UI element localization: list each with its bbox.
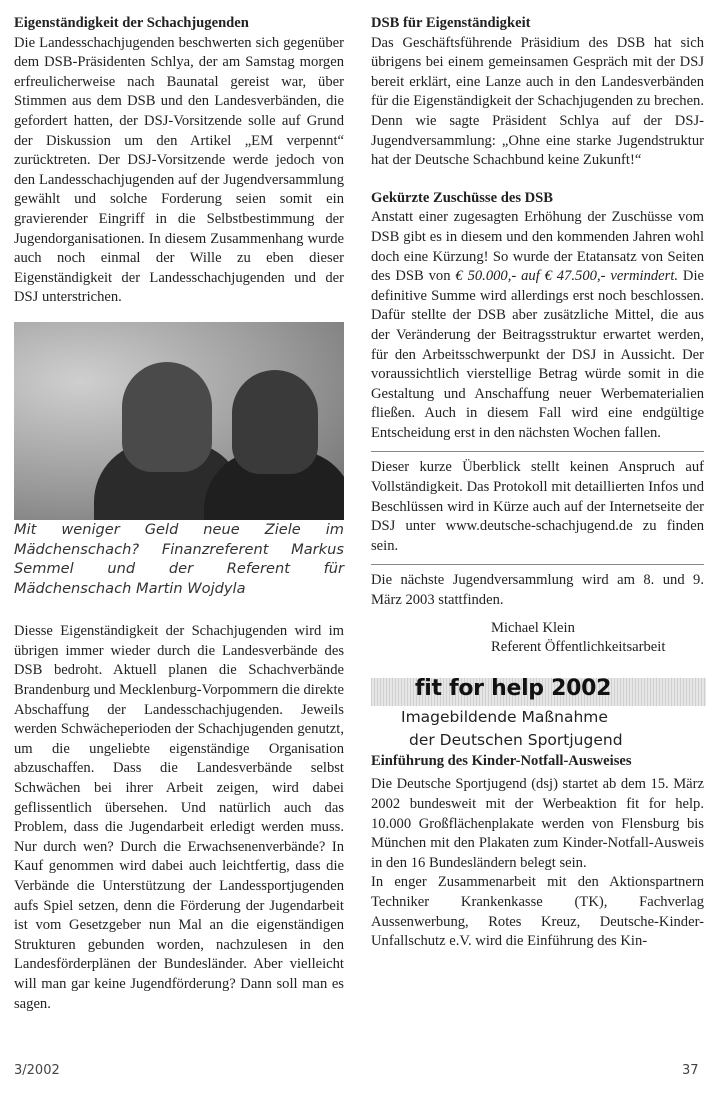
right-column bbox=[371, 14, 704, 952]
issue-number: 3/2002 bbox=[14, 1063, 60, 1078]
paragraph bbox=[371, 208, 704, 443]
photo-person-left-head bbox=[122, 362, 212, 472]
text-run: Anstatt einer zugesagten Erhöhung der Zuschüsse vom DSB gibt es in diesem und den kommenden Jahren wohl doch eine Kürzung! So wurde der Etatansatz von Seiten des DSB von bbox=[371, 209, 704, 285]
photo bbox=[14, 322, 344, 520]
photo-caption: Mit weniger Geld neue Ziele im Mädchenschach? Finanzreferent Markus Semmel und der Referent für Mädchenschach Martin Wojdyla bbox=[14, 520, 344, 597]
divider bbox=[371, 564, 704, 565]
paragraph: In enger Zusammenarbeit mit den Aktionspartnern Techniker Krankenkasse (TK), Fachverlag Aussenwerbung, Rotes Kreuz, Deutsche-Kinder-Unfallschutz e.V. wird die Einführung des Kin- bbox=[371, 874, 704, 950]
banner-title: fit for help 2002 bbox=[415, 675, 612, 701]
photo-person-right-head bbox=[232, 370, 318, 474]
subtitle-line: Imagebildende Maßnahme bbox=[401, 707, 608, 726]
fit-for-help-banner bbox=[371, 675, 706, 706]
amount-italic: € 50.000,- auf € 47.500,- vermindert. bbox=[455, 268, 679, 285]
paragraph: Das Geschäftsführende Präsidium des DSB hat sich übrigens bei einem gemeinsamen Gespräch mit der DSJ bereit erklärt, eine Lanze auch in den Landesverbänden für die Eigenständigkeit der Schachjugenden zu brechen. Denn wie sagte Präsident Schlya auf der DSJ-Jugendversammlung: „Ohne eine starke Jugendstruktur hat der Deutsche Schachbund keine Zukunft!“ bbox=[371, 34, 704, 169]
left-column bbox=[14, 14, 344, 1014]
divider bbox=[371, 451, 704, 452]
paragraph: Die nächste Jugendversammlung wird am 8. und 9. März 2003 stattfinden. bbox=[371, 572, 704, 609]
signature-role: Referent Öffentlichkeitsarbeit bbox=[491, 639, 666, 656]
paragraph: Diesse Eigenständigkeit der Schachjugenden wird im übrigen immer wieder durch die Landesverbände des DSB bedroht. Aktuell planen die Schachverbände Brandenburg und Mecklenburg-Vorpommern die direkte Abschaffung der Landesschachjugenden. Jeweils werden Schwächeperioden der Schachjugenden genutzt, um die ungeliebte eigenständige Organisation abzuschaffen. Dass die Landesverbände selbst Schwächen bei ihrer Arbeit zeigen, wird dabei geflissentlich übersehen. Und natürlich auch das Problem, dass die Jugendarbeit erledigt werden muss. Nur durch wen? Durch die Erwachsenenverbände? In Kauf genommen wird dabei auch leichtfertig, dass die Verbände die Unterstützung der Landessportjugenden aufs Spiel setzen, denn die Förderung der Jugendarbeit ist vom Gesetzgeber nun Mal an die eigenständigen Strukturen gebunden worden, nachzulesen in den Landesförderplänen der Bundesländer. Aber vielleicht will man gar keine Jugendförderung? Dann soll man es sagen. bbox=[14, 623, 344, 1012]
text-run: Die definitive Summe wird allerdings erst noch beschlossen. Dafür stellte der DSB aber zusätzliche Mittel, die aus der Veränderung der Beitragsstruktur erwartet werden, für den Arbeitsschwerpunkt der DSJ in Aussicht. Der voraussichtlich vierstellige Betrag würde somit in die Gestaltung und Anschaffung neuer Werbematerialien fließen. Auch in diesem Fall wird eine endgültige Entscheidung erst in den nächsten Wochen fallen. bbox=[371, 268, 704, 441]
paragraph: Die Landesschachjugenden beschwerten sich gegenüber dem DSB-Präsidenten Schlya, der am Samstag morgen erfreulicherweise nach Baunatal gereist war, über Stimmen aus dem DSB und den Landesverbänden, die gefordert hatten, der DSJ-Vorsitzende solle auf Grund der Diskussion um den Artikel „EM verpennt“ zurücktreten. Der DSJ-Vorsitzende werde jedoch von den Landesschachjugenden auf der Jugendversammlung gewählt und solche Forderung seien somit ein gravierender Eingriff in die Selbstbestimmung der Jugendorganisationen. In diesem Zusammenhang wurde auch noch einmal der Wille zu eben dieser Eigenständigkeit der Landesschachjugenden und der DSJ unterstrichen. bbox=[14, 34, 344, 306]
section-heading: Eigenständigkeit der Schachjugenden bbox=[14, 15, 249, 31]
section-heading: DSB für Eigenständigkeit bbox=[371, 15, 531, 31]
section-heading: Einführung des Kinder-Notfall-Ausweises bbox=[371, 752, 632, 769]
paragraph: Die Deutsche Sportjugend (dsj) startet ab dem 15. März 2002 bundesweit mit der Werbeaktion fit for help. 10.000 Großflächenplakate werden von Flensburg bis München mit den Plakaten zum Kinder-Notfall-Ausweis in den 16 Bundesländern belegt sein. bbox=[371, 776, 704, 871]
section-heading: Gekürzte Zuschüsse des DSB bbox=[371, 189, 554, 206]
signature-name: Michael Klein bbox=[491, 619, 575, 636]
paragraph: Dieser kurze Überblick stellt keinen Anspruch auf Vollständigkeit. Das Protokoll mit detaillierten Infos und Beschlüssen wird in Kürze auch auf der Internetseite der DSJ unter www.deutsche-schachjugend.de zu finden sein. bbox=[371, 459, 704, 554]
subtitle-line: der Deutschen Sportjugend bbox=[409, 730, 623, 749]
page-number: 37 bbox=[682, 1063, 699, 1078]
